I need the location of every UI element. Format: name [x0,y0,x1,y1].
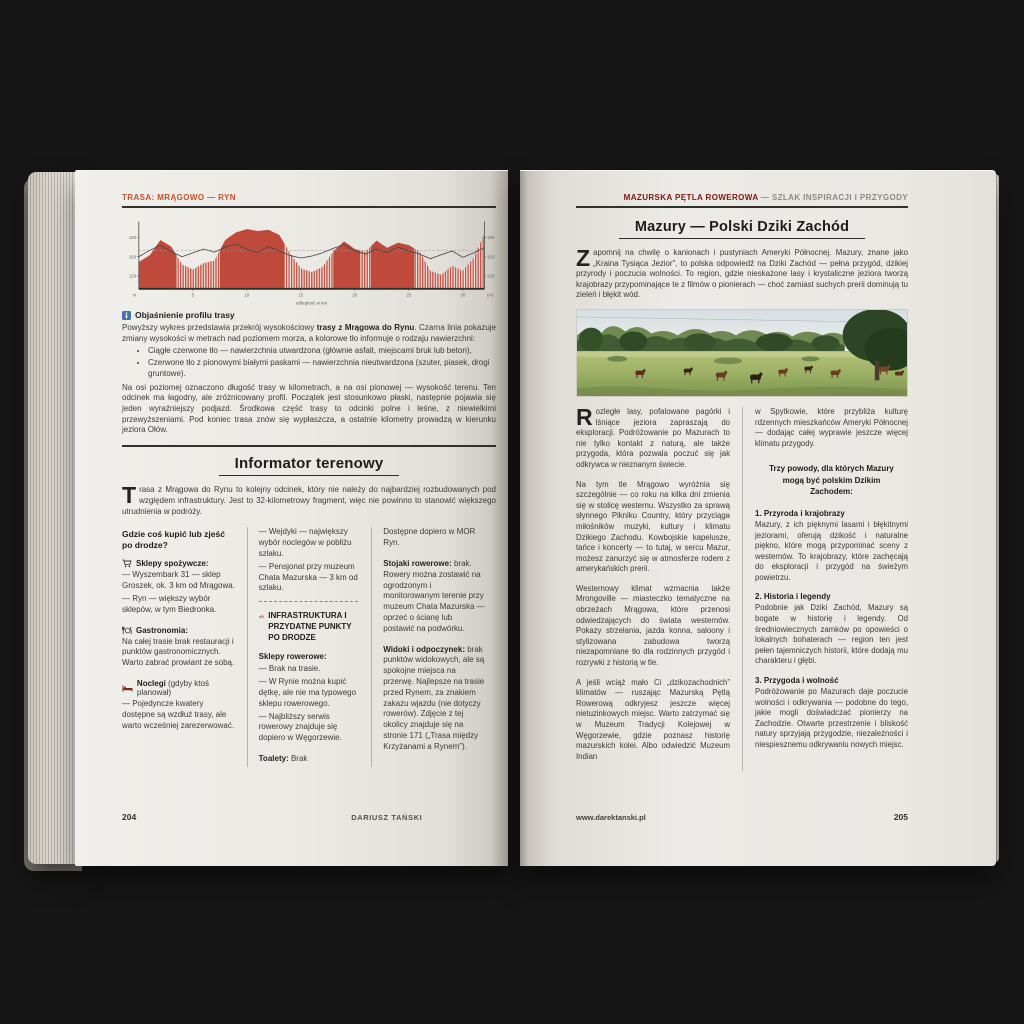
info-icon [122,311,131,320]
legend-title: Objaśnienie profilu trasy [135,310,235,320]
chapter-heading [576,218,908,239]
svg-text:120: 120 [128,273,137,279]
landscape-photo [576,309,908,397]
shops-label: Sklepy spożywcze: [136,559,209,569]
svg-text:150: 150 [128,254,137,260]
chapter-intro-text: apomnij na chwilę o kanionach i pustyniach Ameryki Północnej. Mazury, znane jako „Kraina Tysiąca Jezior”, to polska odpowiedź na Dziki Zachód — pełna przygód, dzikiej przyrody i poczucia wolności. To region, gdzie nieskażone lasy i krystaliczne jeziora tworzą krajobrazy przypominające te z filmów o pionierach — choć zamiast suchych prerii dominują tu zieleń i błękit wód. [576,248,908,300]
section-heading [122,455,496,476]
svg-text:15: 15 [298,292,304,298]
gastro-row [122,626,236,635]
informator-intro-text: rasa z Mrągowa do Rynu to kolejny odcinek, który nie należy do najbardziej rozbudowanych pod względem infrastruktury. Jest to 32-kilometrowy fragment, więc nie powinno to stanowić większego utrudnienia w podróży. [122,485,496,516]
spacer [383,637,485,645]
chapter-heading-text: Mazury — Polski Dziki Zachód [619,219,865,239]
bicycle-icon [259,612,265,621]
legend-bullet-list [122,346,496,379]
left-page-content [122,193,496,767]
info-columns [122,527,496,766]
views-label: Widoki i odpoczynek: [383,644,465,654]
article-column-left [576,403,742,771]
spacer [122,671,236,679]
lodging-item: — Pojedyncze kwatery dostępne są wzdłuż trasy, ale warto wcześniej zarezerwować. [122,699,235,730]
section-divider [122,445,496,447]
lodging-label [137,679,236,697]
svg-text:120: 120 [487,273,495,279]
left-page [75,170,508,866]
reason-2-text: Podobnie jak Dziki Zachód, Mazury są bogate w historię i legendy. Od średniowiecznych zamków po opowieści o lokalnych bohaterach — region ten jest pełen tajemniczych historii, które dodają mu charakteru i głębi. [755,603,908,666]
info-column-3 [371,527,496,766]
shops-row [122,559,236,568]
bike-item: — Najbliższy serwis rowerowy znajduje się dopiero w Węgorzewie. [258,711,342,743]
elevation-chart-svg [122,215,496,307]
column1-heading: Gdzie coś kupić lub zjeść po drodze? [122,529,225,551]
shopping-cart-icon [122,559,132,568]
dropcap-t: T [122,482,137,509]
spacer [383,551,485,559]
reason-1-text: Mazury, z ich pięknymi lasami i błękitnymi jeziorami, oferują dzikość i naturalne piękno, które mogą przypominać sceny z westernów. To krajobrazy, które zachęcają do eksploracji i przygód na świeżym powietrzu. [755,519,908,582]
article-p1-text: ozległe lasy, pofalowane pagórki i lśniące jeziora zapraszają do eksploracji. Podróżowanie po Mazurach to nie tylko kontakt z naturą, ale także przygoda, która pozwala poczuć się jak odkrywca w nieznanym świecie. [576,406,730,469]
cutlery-icon [122,626,132,635]
running-head-right [576,193,908,202]
svg-text:odległość w km: odległość w km [295,300,328,306]
bed-icon [122,684,133,693]
spacer [122,618,236,626]
reasons-heading: Trzy powody, dla których Mazury mogą być polskim Dzikim Zachodem: [769,464,894,496]
shops-item: — Wyszembark 31 — sklep Groszek, ok. 3 km od Mrągowa. [122,570,235,591]
bike-shops-label: Sklepy rowerowe: [258,651,327,661]
svg-text:m: m [132,292,137,298]
elevation-profile-chart [122,215,496,307]
svg-text:30: 30 [460,292,466,298]
dropcap-r: R [576,403,593,430]
infrastructure-heading-row [259,611,361,643]
toilets-continuation: Dostępne dopiero w MOR Ryn. [383,527,476,548]
open-book [28,170,996,866]
header-rule [122,206,496,208]
legend-p1-post: . Czarna linia pokazuje zmiany wysokości w metrach nad poziomem morza, a kolorowe tło informuje o rodzaju nawierzchni: [122,323,497,343]
chapter-intro [576,245,908,301]
article-column-right [742,407,908,771]
reason-1-title: 1. Przyroda i krajobrazy [755,508,845,518]
info-column-2 [247,527,372,766]
page-number: 204 [122,812,137,822]
article-columns [576,403,908,771]
toilets-line [259,754,361,765]
infrastructure-heading: INFRASTRUKTURA I PRZYDATNE PUNKTY PO DRODZE [268,611,352,642]
spacer [259,746,361,754]
article-paragraph: A jeśli wciąż mało Ci „dzikozachodnich” klimatów — ruszając Mazurską Pętlą Rowerową odkryjesz jeszcze więcej nietuzinkowych miejsc. Warto zatrzymać się w Muzeum Tradycji Kolejowej w Węgorzewie, gdzie poznasz historię mazurskich kolei. Albo odwiedzić Muzeum Indian [576,677,730,761]
reason-3-text: Podróżowanie po Mazurach daje poczucie wolności i odkrywania — podobne do tego, jakie mogli doświadczać pionierzy na Zachodzie. Otwarte przestrzenie i bliskość natury sprzyjają przygodzie, niezależności i niespiesznemu odkrywaniu nowych miejsc. [755,687,908,749]
right-page-footer [576,812,908,822]
section-heading-text: Informator terenowy [219,455,400,476]
informator-intro [122,482,496,517]
page-stack-edge [28,172,78,864]
running-head-series: MAZURSKA PĘTLA ROWEROWA [623,193,759,202]
views-block [383,645,485,753]
svg-text:10: 10 [244,292,250,298]
legend-bullet-1: • Ciągłe czerwone tło — nawierzchnia utwardzona (głównie asfalt, miejscami bruk lub beton), [148,346,496,357]
views-text: brak punktów widokowych, ale są spokojne miejsca na przerwę. Najlepsze na trasie przed Rynem, za znakiem zakazu wjazdu (nie dotyczy rowerów). Zdjęcie z tej okolicy znajduje się na stronie 171 („Trasa między Krzyżanami a Rynem”). [383,644,485,751]
running-head-subtitle: — SZLAK INSPIRACJI I PRZYGODY [758,193,908,202]
lodging-row [122,679,236,697]
racks-label: Stojaki rowerowe: [383,558,452,568]
legend-paragraph-1 [122,323,496,344]
info-column-1 [122,527,247,766]
article-paragraph: Na tym tle Mrągowo wyróżnia się szczególnie — co roku na kilka dni zmienia się w stolicę westernu. Wszystko za sprawą słynnego Pikniku Country, który przyciąga miłośników muzyki, kultury i klimatu Dzikiego Zachodu. Kowbojskie kapelusze, tańce i koncerty — to tutaj, w sercu Mazur, możesz zanurzyć się w atmosferze rodem z amerykańskich prerii. [576,479,730,574]
shops-item: — Ryn — większy wybór sklepów, w tym Biedronka. [122,594,217,614]
gastro-text: Na całej trasie brak restauracji i punktów gastronomicznych. Warto zabrać prowiant ze sobą. [122,636,235,668]
gastro-label: Gastronomia: [136,625,189,635]
legend-bullet-2: • Czerwone tło z pionowymi białymi paskami — nawierzchnia nieutwardzona (szuter, piasek, drogi gruntowe). [148,358,496,379]
reason-3-title: 3. Przygoda i wolność [755,676,839,686]
svg-text:180: 180 [487,235,495,241]
article-paragraph: w Spytkowie, które przybliża kulturę rdzennych mieszkańców Ameryki Północnej — dodając całej wyprawie jeszcze więcej klimatu przygody. [755,406,908,448]
author-name: DARIUSZ TAŃSKI [351,812,423,822]
lodging-label-suffix: (gdyby ktoś planował) [136,679,209,698]
svg-text:150: 150 [487,254,495,260]
svg-text:(m): (m) [487,292,494,298]
article-paragraph: Westernowy klimat wzmacnia także Mrongoville — miasteczko tematyczne na obrzeżach Mrągowa, które przenosi odwiedzających do świata westernów. Pokazy strzelania, jazda konna, saloony i stylizowana zabudowa tworzą niezapomniane tło dla rodzinnych przygód i rozrywki z historią w tle. [576,583,730,668]
legend-paragraph-2: Na osi poziomej oznaczono długość trasy w kilometrach, a na osi pionowej — wysokość terenu. Ten odcinek ma łagodny, ale zróżnicowany profil. Początek jest stosunkowo płaski, następnie pojawia się jeden wyraźniejszy podjazd. Środkowa część trasy to odcinki polne i leśne, z niewielkimi przewyższeniami. Pod koniec trasa znów się wypłaszcza, a ostatnie kilometry prowadzą w kierunku jeziora Ołów. [122,382,496,435]
svg-text:20: 20 [352,292,358,298]
toilets-label: Toalety: [258,753,289,763]
legend-p1-pre: Powyższy wykres przedstawia przekrój wysokościowy [122,323,317,332]
lodging-item: — Wejdyki — największy wybór noclegów w pobliżu szlaku. [258,527,352,558]
dropcap-z: Z [576,245,591,271]
svg-text:180: 180 [128,235,137,241]
toilets-text: Brak [288,753,308,763]
running-head-left: TRASA: MRĄGOWO — RYN [122,193,236,202]
svg-text:5: 5 [191,292,195,298]
lodging-label-bold: Noclegi [136,679,166,689]
right-page-content [576,193,908,771]
legend-p1-bold: trasy z Mrągowa do Rynu [316,323,415,332]
bike-item: — Brak na trasie. [258,664,321,674]
legend-title-row [122,310,496,320]
website-url: www.darektanski.pl [576,812,646,822]
bike-racks-block [383,559,485,635]
lodging-item: — Pensjonat przy muzeum Chata Mazurska — 3 km od szlaku. [258,561,358,593]
article-paragraph [576,403,730,471]
reason-2-title: 2. Historia i legendy [755,592,831,602]
svg-text:25: 25 [406,292,412,298]
right-page [520,170,996,866]
header-rule [576,206,908,208]
left-page-footer [122,812,496,822]
bike-item: — W Rynie można kupić dętkę, ale nie ma typowego sklepu rowerowego. [258,677,357,708]
page-number: 205 [893,812,908,822]
racks-text: brak. Rowery można zostawić na ogrodzonym i monitorowanym terenie przy muzeum Chata Mazurska — oprzeć o ścianę lub postawić na podwórku. [383,558,485,633]
dashed-divider [259,601,359,602]
